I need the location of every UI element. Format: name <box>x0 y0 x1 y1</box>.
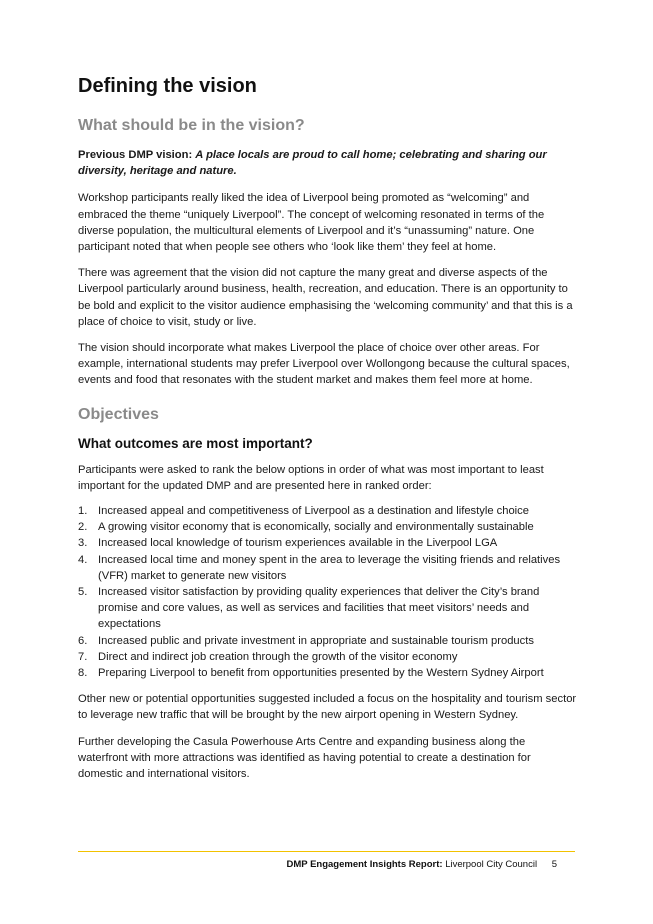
list-item <box>78 665 578 681</box>
vision-paragraph: There was agreement that the vision did not capture the many great and diverse aspects of the Liverpool particularly around business, health, recreation, and education. There is an opportunity to be bold and explicit to the visitor audience emphasising the ‘welcoming community’ and that this is a place of choice to visit, study or live. <box>78 267 573 328</box>
list-item-text: A growing visitor economy that is economically, socially and environmentally sustainable <box>98 521 534 534</box>
list-item <box>78 584 578 633</box>
list-item <box>78 552 578 584</box>
list-item-text: Increased visitor satisfaction by providing quality experiences that deliver the City’s brand promise and core values, as well as services and facilities that meet visitors’ needs and expectations <box>98 586 540 631</box>
list-item-number: 3. <box>78 537 88 550</box>
list-item-text: Increased public and private investment in appropriate and sustainable tourism products <box>98 634 534 647</box>
list-item-text: Increased local knowledge of tourism experiences available in the Liverpool LGA <box>98 537 498 550</box>
list-item-text: Preparing Liverpool to benefit from opportunities presented by the Western Sydney Airport <box>98 667 544 680</box>
page-content <box>78 72 578 782</box>
list-item <box>78 519 578 535</box>
footer-report-title: DMP Engagement Insights Report: <box>286 859 443 870</box>
previous-vision-statement <box>78 147 578 179</box>
vision-section-heading: What should be in the vision? <box>78 117 305 134</box>
list-item-number: 6. <box>78 634 88 647</box>
previous-vision-label: Previous DMP vision: <box>78 149 193 161</box>
list-item-number: 4. <box>78 553 88 566</box>
closing-paragraph: Further developing the Casula Powerhouse Arts Centre and expanding business along the waterfront with more attractions was identified as having potential to create a destination for domestic and international visitors. <box>78 735 531 781</box>
list-item <box>78 535 578 551</box>
list-item-text: Increased local time and money spent in the area to leverage the visiting friends and relatives (VFR) market to generate new visitors <box>98 553 561 582</box>
objectives-section-heading: Objectives <box>78 405 159 423</box>
closing-paragraph: Other new or potential opportunities suggested included a focus on the hospitality and tourism sector to leverage new traffic that will be brought by the new airport opening in Western Sydney. <box>78 693 577 722</box>
list-item <box>78 633 578 649</box>
list-item <box>78 649 578 665</box>
list-item-number: 2. <box>78 521 88 534</box>
previous-vision-text: A place locals are proud to call home; celebrating and sharing our diversity, heritage and nature. <box>78 149 547 178</box>
objectives-intro: Participants were asked to rank the below options in order of what was most important to least important for the updated DMP and are presented here in ranked order: <box>78 463 544 492</box>
list-item-text: Increased appeal and competitiveness of Liverpool as a destination and lifestyle choice <box>98 505 529 518</box>
footer-page-number: 5 <box>551 859 557 870</box>
page-footer <box>286 859 557 871</box>
list-item-number: 1. <box>78 505 88 518</box>
footer-divider <box>78 851 575 852</box>
list-item-number: 8. <box>78 667 88 680</box>
outcomes-subheading: What outcomes are most important? <box>78 435 313 451</box>
ranked-objectives-list <box>78 503 578 681</box>
footer-organisation: Liverpool City Council <box>445 859 538 870</box>
page-title: Defining the vision <box>78 75 257 97</box>
list-item-number: 7. <box>78 650 88 663</box>
list-item-number: 5. <box>78 586 88 599</box>
vision-paragraph: Workshop participants really liked the idea of Liverpool being promoted as “welcoming” and embraced the theme “uniquely Liverpool”. The concept of welcoming resonated in terms of the diverse population, the multicultural elements of Liverpool and it’s “unassuming” nature. One participant noted that when people see others who ‘look like them’ they feel at home. <box>78 192 545 254</box>
list-item-text: Direct and indirect job creation through the growth of the visitor economy <box>98 650 458 663</box>
vision-paragraph: The vision should incorporate what makes Liverpool the place of choice over other areas. For example, international students may prefer Liverpool over Wollongong because the cultural spaces, events and food that resonates with the student market and makes them feel more at home. <box>78 342 570 387</box>
list-item <box>78 503 578 519</box>
